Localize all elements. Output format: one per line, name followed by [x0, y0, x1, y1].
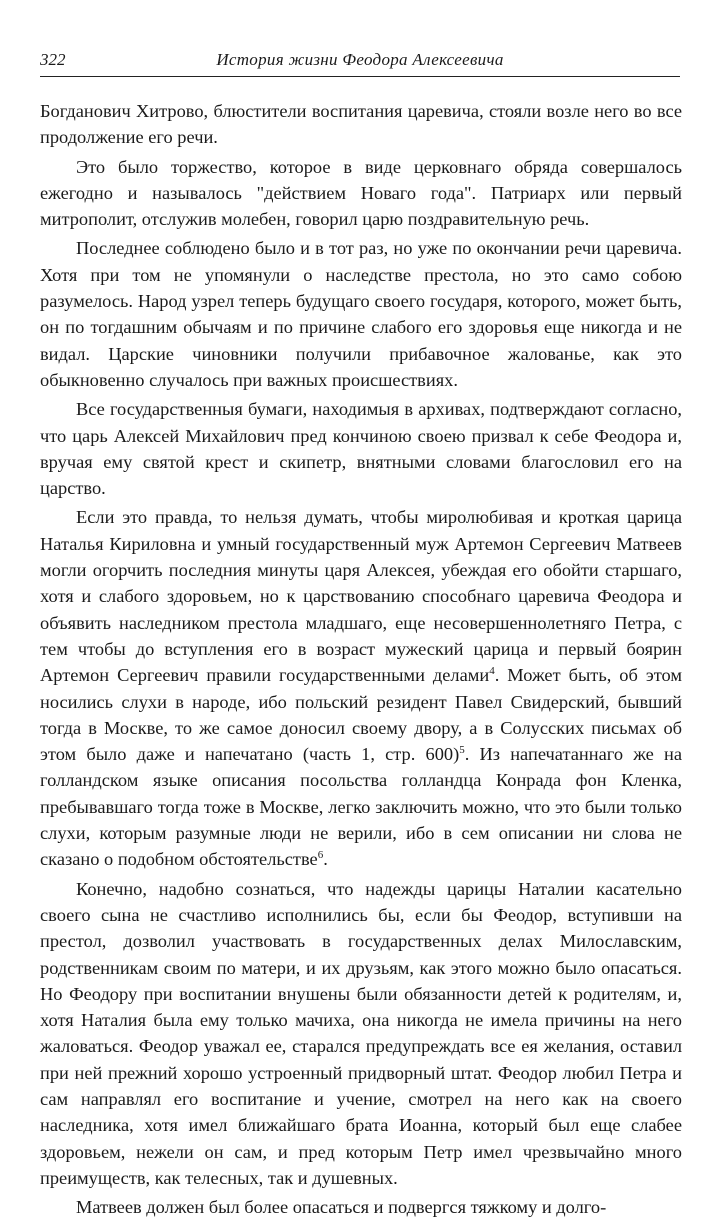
paragraph-with-footnotes — [40, 504, 682, 872]
footnote-marker: 6 — [317, 849, 324, 862]
paragraph-text: Если это правда, то нельзя думать, чтобы миролюбивая и кроткая царица Наталья Кириловна и умный государственный муж Артемон Сергеевич Матвеев могли огорчить последния минуты царя Алексея, убеждая его обойти старшаго, хотя и слабого здоровьем, но к царствованию способнаго царевича Феодора и объявить наследником престола младшаго, еще несовершеннолетняго Петра, с тем чтобы до вступления его в возраст мужеский царица и первый боярин Артемон Сергеевич правили государственными делами — [40, 507, 682, 686]
paragraph-text: . Из напечатаннаго же на голландском языке описания посольства голландца Конрада фон Кленка, пребывавшаго тогда тоже в Москве, легко заключить можно, что это были только слухи, которым разумные люди не верили, ибо в сем описании ни слова не сказано о подобном обстоятельстве — [40, 744, 682, 870]
paragraph: Конечно, надобно сознаться, что надежды царицы Наталии касательно своего сына не счастливо исполнились бы, если бы Феодор, вступивши на престол, дозволил участвовать в государственных делах Милославским, родственникам своим по матери, и их друзьям, как этого можно было опасаться. Но Феодору при воспитании внушены были обязанности детей к родителям, и, хотя Наталия была ему только мачиха, она никогда не имела причины на него жаловаться. Феодор уважал ее, старался предупреждать все ея желания, оставил при ней прежний хорошо устроенный придворный штат. Феодор любил Петра и сам направлял его воспитание и учение, смотрел на него как на своего наследника, хотя имел ближайшаго брата Иоанна, который был еще слабее здоровьем, нежели он сам, и пред которым Петр имел чрезвычайно много преимуществ, как телесных, так и душевных. — [40, 878, 682, 1188]
paragraph: Все государственныя бумаги, находимыя в архивах, подтверждают согласно, что царь Алексей Михайлович пред кончиною своею призвал к себе Феодора и, вручая ему святой крест и скипетр, внятными словами благословил его на царство. — [40, 399, 682, 499]
running-header — [40, 46, 680, 77]
paragraph-text: . Может быть, об этом носились слухи в народе, ибо польский резидент Павел Свидерский, бывший тогда в Москве, то же самое доносил своему двору, а в Солусских письмах об этом было даже и напечатано (часть 1, стр. 600) — [40, 665, 682, 765]
paragraph: Матвеев должен был более опасаться и подвергся тяжкому и долго- — [76, 1197, 607, 1218]
paragraph-text: . — [323, 849, 328, 870]
footnote-marker: 5 — [459, 744, 465, 756]
paragraph: Последнее соблюдено было и в тот раз, но уже по окончании речи царевича. Хотя при том не упомянули о наследстве престола, но это само собою разумелось. Народ узрел теперь будущаго своего государя, которого, может быть, он по тогдашним обычаям и по причине слабого его здоровья еще никогда и не видал. Царские чиновники получили прибавочное жалованье, как это обыкновенно случалось при важных происшествиях. — [40, 238, 682, 390]
footnote-marker: 4 — [489, 665, 495, 678]
page-number: 322 — [40, 50, 66, 69]
paragraph: Это было торжество, которое в виде церковнаго обряда совершалось ежегодно и называлось "действием Новаго года". Патриарх или первый митрополит, отслужив молебен, говорил царю поздравительную речь. — [40, 156, 682, 230]
page-body — [40, 98, 682, 1223]
paragraph: Богданович Хитрово, блюстители воспитания царевича, стояли возле него во все продолжение его речи. — [40, 101, 682, 148]
running-title: История жизни Феодора Алексеевича — [216, 50, 504, 69]
